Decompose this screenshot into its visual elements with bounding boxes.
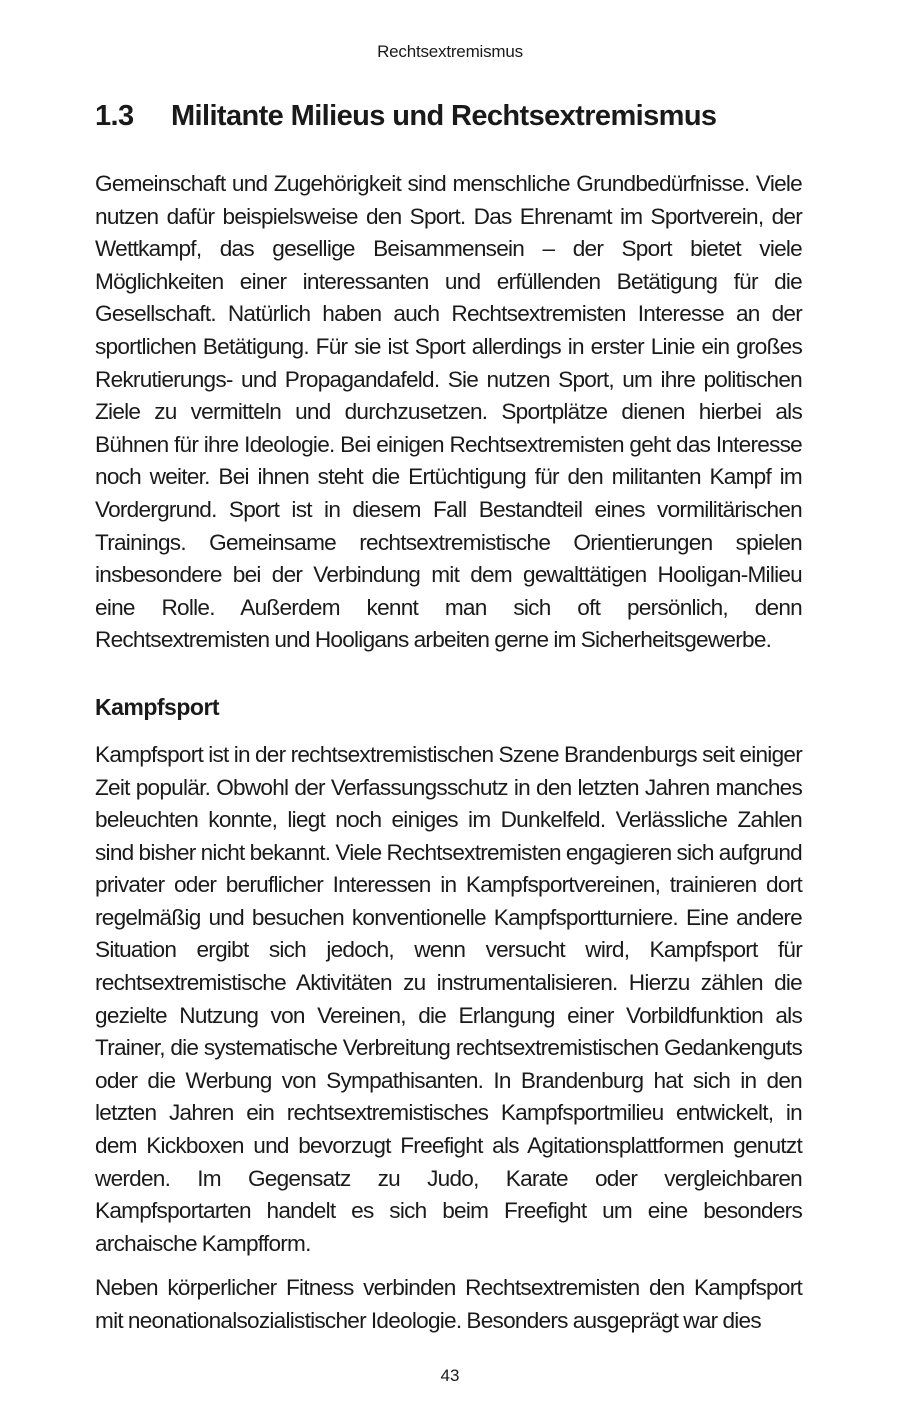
intro-paragraph: Gemeinschaft und Zugehörigkeit sind menschliche Grundbedürfnisse. Viele nutzen dafür beispielsweise den Sport. Das Ehrenamt im Sportverein, der Wettkampf, das gesellige Beisammensein – der Sport bietet viele Möglichkeiten einer interessanten und erfüllenden Betätigung für die Gesellschaft. Natürlich haben auch Rechtsextremisten Interesse an der sportlichen Betätigung. Für sie ist Sport allerdings in erster Linie ein großes Rekrutierungs- und Propagandafeld. Sie nutzen Sport, um ihre politischen Ziele zu vermitteln und durchzusetzen. Sportplätze dienen hierbei als Bühnen für ihre Ideologie. Bei einigen Rechtsextremisten geht das Interesse noch weiter. Bei ihnen steht die Ertüchtigung für den militanten Kampf im Vordergrund. Sport ist in diesem Fall Bestandteil eines vormilitärischen Trainings. Gemeinsame rechtsextremistische Orientierungen spielen insbesondere bei der Verbindung mit dem gewalttätigen Hooligan-Milieu eine Rolle. Außerdem kennt man sich oft persönlich, denn Rechtsextremisten und Hooligans arbeiten gerne im Sicherheitsgewerbe. <box>95 171 802 653</box>
kampfsport-paragraph-2: Neben körperlicher Fitness verbinden Rechtsextremisten den Kampfsport mit neonationalsozialistischer Ideologie. Besonders ausgeprägt war dies <box>95 1275 802 1333</box>
section-heading <box>95 96 802 136</box>
kampfsport-paragraph-1: Kampfsport ist in der rechtsextremistischen Szene Brandenburgs seit einiger Zeit populär. Obwohl der Verfassungsschutz in den letzten Jahren manches beleuchten konnte, liegt noch einiges im Dunkelfeld. Verlässliche Zahlen sind bisher nicht bekannt. Viele Rechtsextremisten engagieren sich aufgrund privater oder beruflicher Interessen in Kampfsportvereinen, trainieren dort regelmäßig und besuchen konventionelle Kampfsportturniere. Eine andere Situation ergibt sich jedoch, wenn versucht wird, Kampfsport für rechtsextremistische Aktivitäten zu instrumentalisieren. Hierzu zählen die gezielte Nutzung von Vereinen, die Erlangung einer Vorbildfunktion als Trainer, die systematische Verbreitung rechtsextremistischen Gedankenguts oder die Werbung von Sympathisanten. In Brandenburg hat sich in den letzten Jahren ein rechtsextremistisches Kampfsportmilieu entwickelt, in dem Kickboxen und bevorzugt Freefight als Agitationsplattformen genutzt werden. Im Gegensatz zu Judo, Karate oder vergleichbaren Kampfsportarten handelt es sich beim Freefight um eine besonders archaische Kampfform. <box>95 741 802 1256</box>
section-number: 1.3 <box>95 100 134 132</box>
running-header: Rechtsextremismus <box>377 42 523 61</box>
page-content <box>95 96 802 1338</box>
page-number: 43 <box>440 1366 460 1385</box>
section-title: Militante Milieus und Rechtsextremismus <box>171 100 717 132</box>
subheading-kampfsport: Kampfsport <box>95 693 220 720</box>
